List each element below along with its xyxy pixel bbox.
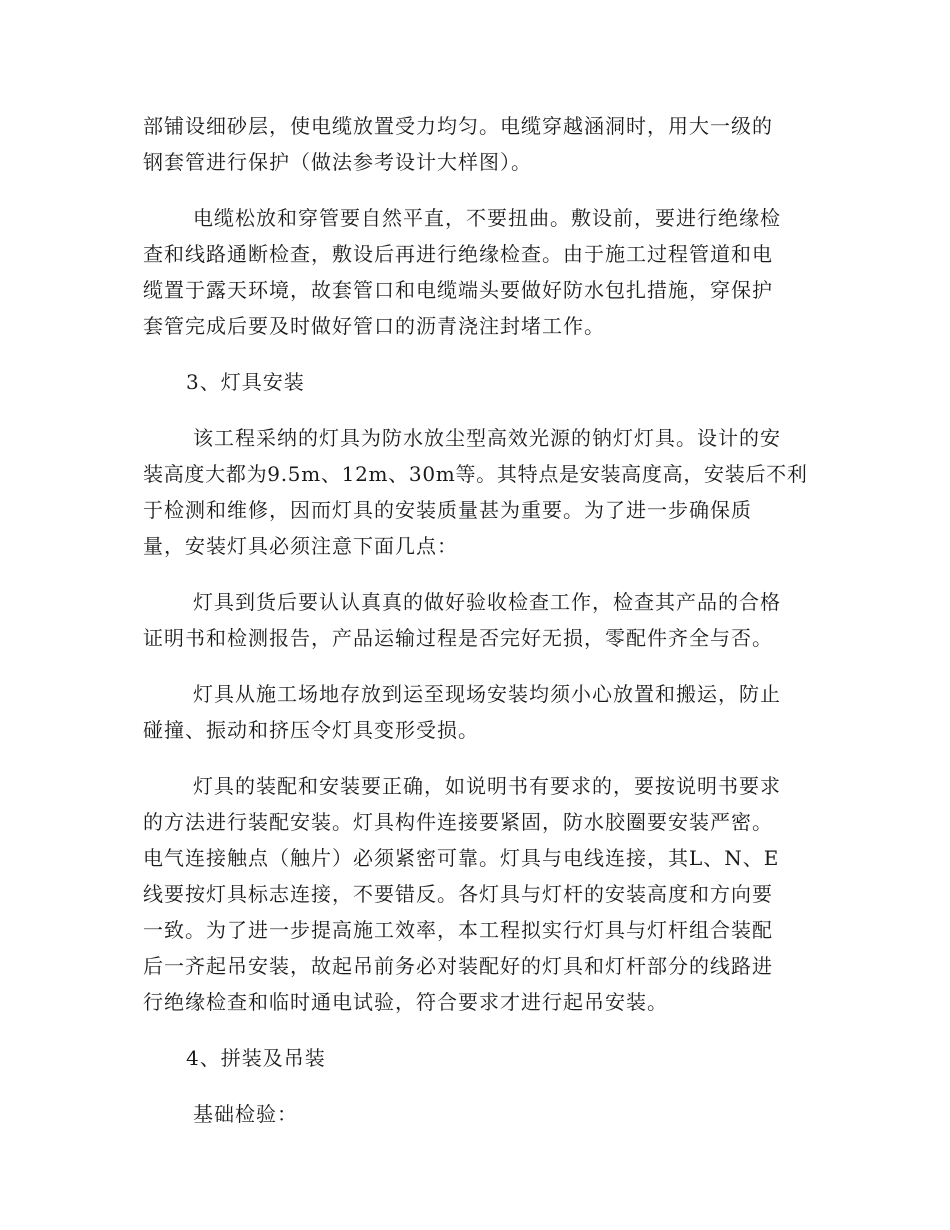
body-line: 行绝缘检查和临时通电试验，符合要求才进行起吊安装。 xyxy=(143,990,668,1014)
body-line: 装高度大都为9.5m、12m、30m等。其特点是安装高度高，安装后不利 xyxy=(143,462,808,486)
paragraph-first-line: 灯具的装配和安装要正确，如说明书有要求的，要按说明书要求 xyxy=(193,774,781,798)
body-line: 查和线路通断检查，敷设后再进行绝缘检查。由于施工过程管道和电 xyxy=(143,242,773,266)
section-heading: 4、拼装及吊装 xyxy=(186,1046,326,1070)
body-line: 线要按灯具标志连接，不要错反。各灯具与灯杆的安装高度和方向要 xyxy=(143,882,773,906)
body-line: 于检测和维修，因而灯具的安装质量甚为重要。为了进一步确保质 xyxy=(143,498,752,522)
body-line: 的方法进行装配安装。灯具构件连接要紧固，防水胶圈要安装严密。 xyxy=(143,810,773,834)
body-line: 量，安装灯具必须注意下面几点： xyxy=(143,534,458,558)
body-line: 电气连接触点（触片）必须紧密可靠。灯具与电线连接，其L、N、E xyxy=(143,846,780,870)
body-line: 碰撞、振动和挤压令灯具变形受损。 xyxy=(143,718,479,742)
body-line: 一致。为了进一步提高施工效率，本工程拟实行灯具与灯杆组合装配 xyxy=(143,918,773,942)
paragraph-first-line: 该工程采纳的灯具为防水放尘型高效光源的钠灯灯具。设计的安 xyxy=(193,426,781,450)
body-line: 套管完成后要及时做好管口的沥青浇注封堵工作。 xyxy=(143,314,605,338)
section-heading: 3、灯具安装 xyxy=(186,370,305,394)
body-line: 缆置于露天环境，故套管口和电缆端头要做好防水包扎措施，穿保护 xyxy=(143,278,773,302)
paragraph-first-line: 灯具从施工场地存放到运至现场安装均须小心放置和搬运，防止 xyxy=(193,682,781,706)
body-line: 后一齐起吊安装，故起吊前务必对装配好的灯具和灯杆部分的线路进 xyxy=(143,954,773,978)
paragraph-first-line: 灯具到货后要认认真真的做好验收检查工作，检查其产品的合格 xyxy=(193,590,781,614)
body-line: 钢套管进行保护（做法参考设计大样图）。 xyxy=(143,150,532,174)
body-line: 部铺设细砂层，使电缆放置受力均匀。电缆穿越涵洞时，用大一级的 xyxy=(143,114,773,138)
paragraph-first-line: 电缆松放和穿管要自然平直，不要扭曲。敷设前，要进行绝缘检 xyxy=(193,206,781,230)
body-line: 证明书和检测报告，产品运输过程是否完好无损，零配件齐全与否。 xyxy=(143,626,773,650)
paragraph-first-line: 基础检验： xyxy=(193,1102,298,1126)
